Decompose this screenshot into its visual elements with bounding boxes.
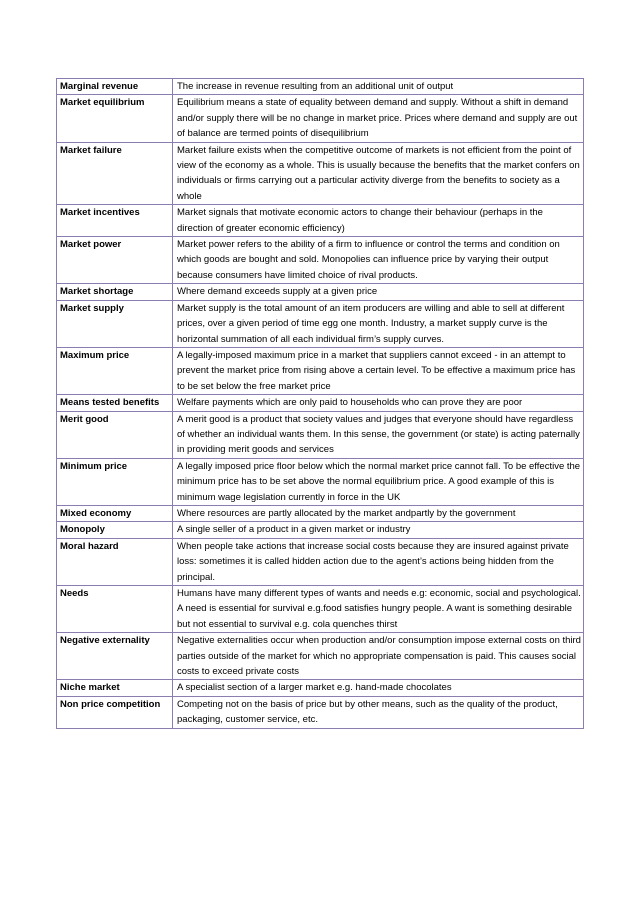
glossary-body [57,79,584,729]
table-row [57,284,584,300]
table-row [57,95,584,142]
table-row [57,142,584,205]
table-row [57,347,584,394]
definition-cell: Market supply is the total amount of an item producers are willing and able to sell at different prices, over a given period of time egg one month. Industry, a market supply curve is the horizontal summation of all each individual firm’s supply curves. [173,300,584,347]
term-cell: Merit good [57,411,173,458]
term-cell: Minimum price [57,458,173,505]
table-row [57,205,584,237]
definition-cell: Humans have many different types of wants and needs e.g: economic, social and psychological. A need is essential for survival e.g.food satisfies hungry people. A want is something desirable but not essential to survival e.g. cola quenches thirst [173,586,584,633]
term-cell: Needs [57,586,173,633]
table-row [57,696,584,728]
term-cell: Monopoly [57,522,173,538]
term-cell: Market shortage [57,284,173,300]
definition-cell: A specialist section of a larger market e.g. hand-made chocolates [173,680,584,696]
table-row [57,538,584,585]
definition-cell: Equilibrium means a state of equality between demand and supply. Without a shift in demand and/or supply there will be no change in market price. Prices where demand and supply are out of balance are termed points of disequilibrium [173,95,584,142]
term-cell: Negative externality [57,633,173,680]
definition-cell: Competing not on the basis of price but by other means, such as the quality of the product, packaging, customer service, etc. [173,696,584,728]
table-row [57,505,584,521]
term-cell: Market power [57,237,173,284]
term-cell: Market supply [57,300,173,347]
table-row [57,300,584,347]
definition-cell: When people take actions that increase social costs because they are insured against private loss: sometimes it is called hidden action due to the agent’s actions being hidden from the principal. [173,538,584,585]
definition-cell: Where resources are partly allocated by the market andpartly by the government [173,505,584,521]
term-cell: Market incentives [57,205,173,237]
term-cell: Market equilibrium [57,95,173,142]
definition-cell: Market power refers to the ability of a firm to influence or control the terms and condition on which goods are bought and sold. Monopolies can influence price by varying their output because consumers have limited choice of rival products. [173,237,584,284]
table-row [57,586,584,633]
definition-cell: A merit good is a product that society values and judges that everyone should have regardless of whether an individual wants them. In this sense, the government (or state) is acting paternally in providing merit goods and services [173,411,584,458]
table-row [57,411,584,458]
table-row [57,458,584,505]
glossary-table [56,78,584,729]
term-cell: Niche market [57,680,173,696]
term-cell: Market failure [57,142,173,205]
definition-cell: Market signals that motivate economic actors to change their behaviour (perhaps in the direction of greater economic efficiency) [173,205,584,237]
definition-cell: A legally imposed price floor below which the normal market price cannot fall. To be effective the minimum price has to be set above the normal equilibrium price. A good example of this is minimum wage legislation currently in force in the UK [173,458,584,505]
table-row [57,633,584,680]
table-row [57,522,584,538]
definition-cell: Negative externalities occur when production and/or consumption impose external costs on third parties outside of the market for which no appropriate compensation is paid. This causes social costs to exceed private costs [173,633,584,680]
term-cell: Means tested benefits [57,395,173,411]
definition-cell: Where demand exceeds supply at a given price [173,284,584,300]
definition-cell: The increase in revenue resulting from an additional unit of output [173,79,584,95]
term-cell: Maximum price [57,347,173,394]
term-cell: Mixed economy [57,505,173,521]
definition-cell: Market failure exists when the competitive outcome of markets is not efficient from the point of view of the economy as a whole. This is usually because the benefits that the market confers on individuals or firms carrying out a particular activity diverge from the benefits to society as a whole [173,142,584,205]
term-cell: Moral hazard [57,538,173,585]
definition-cell: A legally-imposed maximum price in a market that suppliers cannot exceed - in an attempt to prevent the market price from rising above a certain level. To be effective a maximum price has to be set below the free market price [173,347,584,394]
term-cell: Marginal revenue [57,79,173,95]
table-row [57,79,584,95]
table-row [57,395,584,411]
definition-cell: Welfare payments which are only paid to households who can prove they are poor [173,395,584,411]
table-row [57,237,584,284]
definition-cell: A single seller of a product in a given market or industry [173,522,584,538]
term-cell: Non price competition [57,696,173,728]
table-row [57,680,584,696]
